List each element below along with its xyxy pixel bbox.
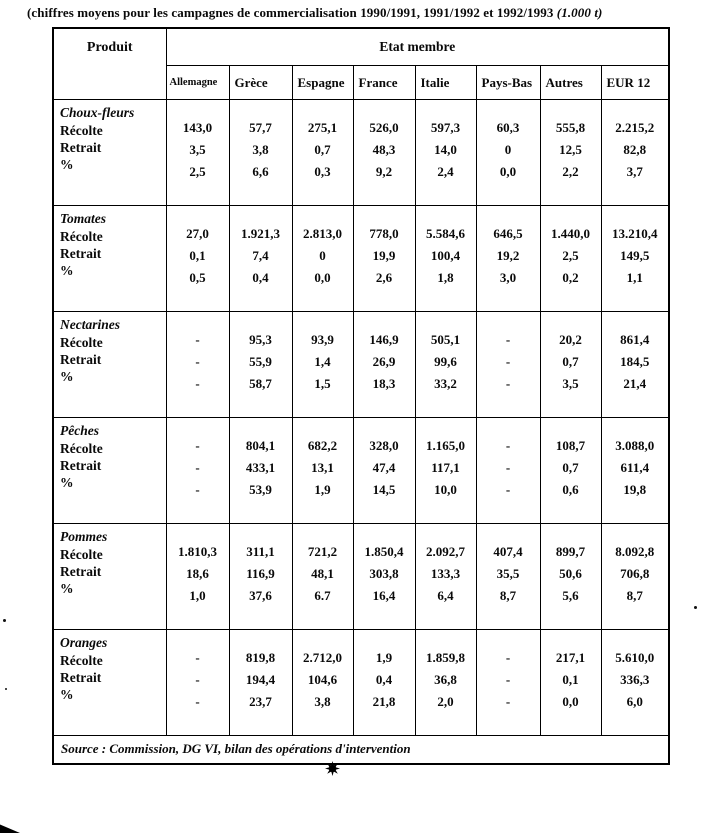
data-cell-p-ches-gr-ce <box>229 418 292 524</box>
value-recolte: 13.210,4 <box>612 226 658 241</box>
col-header-italie: Italie <box>415 66 476 100</box>
value-pct: 53,9 <box>249 482 272 497</box>
value-pct: 8,7 <box>499 588 517 603</box>
data-cell-p-ches-italie <box>415 418 476 524</box>
value-retrait: 149,5 <box>620 248 650 263</box>
value-pct: 0,4 <box>252 270 269 285</box>
value-recolte: 407,4 <box>493 544 523 559</box>
data-cell-tomates-france <box>353 206 415 312</box>
data-cell-nectarines-italie <box>415 312 476 418</box>
value-retrait: 12,5 <box>559 142 582 157</box>
value-retrait: 7,4 <box>252 248 269 263</box>
row-label: Récolte <box>60 441 103 456</box>
value-retrait: 303,8 <box>369 566 399 581</box>
col-header-france: France <box>353 66 415 100</box>
data-cell-pommes-france <box>353 524 415 630</box>
value-retrait: 47,4 <box>372 460 396 475</box>
product-name: Pêches <box>60 423 99 438</box>
value-retrait: 35,5 <box>496 566 520 581</box>
value-recolte: 2.813,0 <box>303 226 342 241</box>
data-cell-tomates-eur-12 <box>601 206 669 312</box>
value-recolte: 108,7 <box>555 438 586 453</box>
data-cell-tomates-italie <box>415 206 476 312</box>
product-block-nectarines <box>53 312 669 418</box>
value-recolte: 555,8 <box>555 120 586 135</box>
value-pct: - <box>505 694 511 709</box>
value-pct: 23,7 <box>249 694 272 709</box>
value-recolte: - <box>505 332 511 347</box>
data-cell-nectarines-france <box>353 312 415 418</box>
value-pct: 2,2 <box>562 164 579 179</box>
value-retrait: 48,1 <box>311 566 334 581</box>
value-retrait: - <box>195 672 200 687</box>
value-pct: 0,2 <box>562 270 579 285</box>
value-pct: 3,0 <box>499 270 517 285</box>
value-retrait: 1,4 <box>314 354 331 369</box>
source-row <box>53 736 669 765</box>
value-retrait: 104,6 <box>307 672 338 687</box>
value-recolte: 8.092,8 <box>615 544 655 559</box>
row-label: % <box>60 687 74 702</box>
product-name: Oranges <box>60 635 108 650</box>
value-pct: 0,3 <box>314 164 331 179</box>
value-retrait: 336,3 <box>620 672 650 687</box>
value-retrait: 706,8 <box>620 566 650 581</box>
row-label: % <box>60 475 74 490</box>
value-pct: 6,4 <box>437 588 454 603</box>
row-label: Récolte <box>60 653 103 668</box>
value-recolte: 526,0 <box>369 120 399 135</box>
value-recolte: 861,4 <box>620 332 650 347</box>
value-pct: 1,1 <box>626 270 643 285</box>
value-pct: 58,7 <box>249 376 272 391</box>
data-cell-pommes-pays-bas <box>476 524 540 630</box>
product-label-cell <box>53 100 166 206</box>
value-pct: 2,4 <box>437 164 454 179</box>
data-cell-p-ches-allemagne <box>166 418 229 524</box>
value-retrait: - <box>195 354 200 369</box>
data-cell-nectarines-pays-bas <box>476 312 540 418</box>
title-unit: (1.000 t) <box>556 5 603 20</box>
data-cell-oranges-pays-bas <box>476 630 540 736</box>
data-cell-choux-fleurs-eur-12 <box>601 100 669 206</box>
data-cell-pommes-allemagne <box>166 524 229 630</box>
data-cell-oranges-espagne <box>292 630 353 736</box>
value-pct: 1,8 <box>437 270 454 285</box>
row-label: % <box>60 369 74 384</box>
value-recolte: 27,0 <box>186 226 209 241</box>
product-label-cell <box>53 206 166 312</box>
value-pct: - <box>195 694 200 709</box>
product-name: Choux-fleurs <box>60 105 135 120</box>
value-pct: - <box>195 376 200 391</box>
value-retrait: 0,4 <box>375 672 393 687</box>
value-retrait: 36,8 <box>434 672 457 687</box>
value-retrait: 50,6 <box>559 566 582 581</box>
value-retrait: 611,4 <box>620 460 650 475</box>
product-block-p-ches <box>53 418 669 524</box>
data-cell-p-ches-pays-bas <box>476 418 540 524</box>
row-label: Retrait <box>60 140 102 155</box>
data-cell-p-ches-autres <box>540 418 601 524</box>
value-retrait: 133,3 <box>430 566 461 581</box>
value-retrait: - <box>195 460 200 475</box>
value-recolte: 505,1 <box>430 332 461 347</box>
col-header-pays-bas: Pays-Bas <box>476 66 540 100</box>
data-cell-pommes-espagne <box>292 524 353 630</box>
value-recolte: - <box>195 650 200 665</box>
title-text: (chiffres moyens pour les campagnes de commercialisation 1990/1991, 1991/1992 et 1992/1993 <box>27 5 554 20</box>
row-label: Récolte <box>60 335 103 350</box>
value-pct: 10,0 <box>434 482 457 497</box>
scan-speck <box>3 619 6 622</box>
row-label: % <box>60 581 74 596</box>
row-label: Retrait <box>60 352 102 367</box>
data-cell-tomates-allemagne <box>166 206 229 312</box>
data-cell-oranges-autres <box>540 630 601 736</box>
value-pct: 2,6 <box>375 270 393 285</box>
value-recolte: 1.921,3 <box>241 226 280 241</box>
value-retrait: 0,1 <box>189 248 206 263</box>
col-header-allemagne: Allemagne <box>166 66 229 100</box>
col-header-autres: Autres <box>540 66 601 100</box>
product-label-cell <box>53 630 166 736</box>
value-pct: 8,7 <box>626 588 643 603</box>
value-retrait: 194,4 <box>245 672 276 687</box>
value-retrait: - <box>505 672 511 687</box>
row-label: Récolte <box>60 547 103 562</box>
value-retrait: 26,9 <box>372 354 396 369</box>
value-pct: 3,8 <box>314 694 331 709</box>
value-recolte: 2.215,2 <box>615 120 655 135</box>
value-pct: 6,6 <box>252 164 269 179</box>
value-pct: 37,6 <box>249 588 272 603</box>
value-pct: 33,2 <box>434 376 457 391</box>
value-recolte: 328,0 <box>369 438 399 453</box>
value-retrait: 116,9 <box>246 566 275 581</box>
value-recolte: 93,9 <box>311 332 334 347</box>
value-pct: - <box>195 482 200 497</box>
value-recolte: 597,3 <box>430 120 461 135</box>
data-cell-choux-fleurs-gr-ce <box>229 100 292 206</box>
product-name: Nectarines <box>60 317 120 332</box>
value-retrait: 19,2 <box>496 248 520 263</box>
value-retrait: 0 <box>319 248 326 263</box>
value-recolte: 778,0 <box>369 226 399 241</box>
value-pct: 21,4 <box>623 376 647 391</box>
value-recolte: 1.440,0 <box>551 226 590 241</box>
value-retrait: 14,0 <box>434 142 457 157</box>
value-retrait: 0,1 <box>562 672 579 687</box>
value-retrait: 82,8 <box>623 142 647 157</box>
value-recolte: 682,2 <box>307 438 338 453</box>
value-recolte: 2.712,0 <box>303 650 342 665</box>
data-cell-tomates-pays-bas <box>476 206 540 312</box>
group-header-row <box>53 28 669 66</box>
value-pct: 1,5 <box>314 376 331 391</box>
data-cell-choux-fleurs-pays-bas <box>476 100 540 206</box>
value-retrait: 184,5 <box>620 354 650 369</box>
data-cell-oranges-france <box>353 630 415 736</box>
value-recolte: 20,2 <box>559 332 582 347</box>
data-cell-choux-fleurs-france <box>353 100 415 206</box>
data-cell-pommes-gr-ce <box>229 524 292 630</box>
product-block-oranges <box>53 630 669 736</box>
data-cell-pommes-autres <box>540 524 601 630</box>
row-label: Retrait <box>60 246 102 261</box>
row-label: % <box>60 263 74 278</box>
row-label: Récolte <box>60 229 103 244</box>
value-pct: 0,0 <box>314 270 331 285</box>
product-block-choux-fleurs <box>53 100 669 206</box>
data-cell-nectarines-espagne <box>292 312 353 418</box>
product-label-cell <box>53 312 166 418</box>
value-pct: 19,8 <box>623 482 647 497</box>
value-retrait: 0,7 <box>314 142 331 157</box>
value-retrait: 0,7 <box>562 354 579 369</box>
value-pct: - <box>505 376 511 391</box>
data-cell-choux-fleurs-italie <box>415 100 476 206</box>
product-block-pommes <box>53 524 669 630</box>
col-header-espagne: Espagne <box>292 66 353 100</box>
data-cell-oranges-eur-12 <box>601 630 669 736</box>
group-header-etat-membre: Etat membre <box>166 28 669 66</box>
data-cell-tomates-gr-ce <box>229 206 292 312</box>
data-cell-p-ches-eur-12 <box>601 418 669 524</box>
data-cell-p-ches-espagne <box>292 418 353 524</box>
data-table <box>52 27 670 765</box>
value-retrait: 55,9 <box>249 354 272 369</box>
corner-header-produit: Produit <box>53 28 166 100</box>
value-pct: 1,9 <box>314 482 331 497</box>
value-pct: 0,0 <box>499 164 517 179</box>
scan-artifact <box>0 823 20 833</box>
row-label: Retrait <box>60 564 102 579</box>
value-recolte: 5.584,6 <box>426 226 465 241</box>
value-pct: 6.7 <box>314 588 331 603</box>
value-pct: 2,0 <box>437 694 454 709</box>
value-pct: 6,0 <box>626 694 643 709</box>
value-recolte: 1.850,4 <box>364 544 404 559</box>
value-recolte: 1,9 <box>375 650 393 665</box>
value-recolte: 1.859,8 <box>426 650 465 665</box>
value-retrait: 2,5 <box>562 248 579 263</box>
value-recolte: 2.092,7 <box>426 544 465 559</box>
value-retrait: 0,7 <box>562 460 579 475</box>
data-cell-pommes-italie <box>415 524 476 630</box>
data-cell-nectarines-autres <box>540 312 601 418</box>
table-body <box>53 100 669 736</box>
value-retrait: 48,3 <box>372 142 396 157</box>
value-recolte: 721,2 <box>307 544 338 559</box>
value-recolte: 57,7 <box>249 120 272 135</box>
col-header-eur-12: EUR 12 <box>601 66 669 100</box>
row-label: Retrait <box>60 458 102 473</box>
product-block-tomates <box>53 206 669 312</box>
value-retrait: 13,1 <box>311 460 334 475</box>
value-pct: 5,6 <box>562 588 579 603</box>
value-pct: 0,6 <box>562 482 579 497</box>
value-pct: 16,4 <box>372 588 396 603</box>
value-recolte: 217,1 <box>555 650 586 665</box>
product-label-cell <box>53 418 166 524</box>
data-cell-choux-fleurs-allemagne <box>166 100 229 206</box>
asterisk-star-icon <box>325 761 340 776</box>
value-recolte: 1.165,0 <box>426 438 465 453</box>
document-title <box>27 5 602 21</box>
value-recolte: 275,1 <box>307 120 338 135</box>
value-retrait: 433,1 <box>245 460 276 475</box>
value-retrait: 19,9 <box>372 248 396 263</box>
value-recolte: 5.610,0 <box>615 650 655 665</box>
value-retrait: - <box>505 354 511 369</box>
scan-speck <box>5 688 7 690</box>
value-recolte: 311,1 <box>246 544 275 559</box>
value-pct: 9,2 <box>375 164 393 179</box>
value-pct: 21,8 <box>372 694 396 709</box>
value-recolte: 60,3 <box>496 120 520 135</box>
value-pct: 14,5 <box>372 482 396 497</box>
value-pct: 3,7 <box>626 164 643 179</box>
product-label-cell <box>53 524 166 630</box>
value-recolte: 95,3 <box>249 332 272 347</box>
value-retrait: 3,8 <box>252 142 269 157</box>
value-retrait: 0 <box>504 142 512 157</box>
value-pct: 0,0 <box>562 694 579 709</box>
value-retrait: - <box>505 460 511 475</box>
row-label: % <box>60 157 74 172</box>
data-cell-choux-fleurs-autres <box>540 100 601 206</box>
data-cell-oranges-gr-ce <box>229 630 292 736</box>
value-recolte: 146,9 <box>369 332 399 347</box>
value-retrait: 99,6 <box>434 354 457 369</box>
data-cell-choux-fleurs-espagne <box>292 100 353 206</box>
value-recolte: 1.810,3 <box>178 544 217 559</box>
value-pct: - <box>505 482 511 497</box>
value-recolte: 899,7 <box>555 544 586 559</box>
value-recolte: 804,1 <box>245 438 276 453</box>
value-recolte: - <box>505 650 511 665</box>
value-recolte: 143,0 <box>182 120 213 135</box>
data-cell-tomates-espagne <box>292 206 353 312</box>
data-cell-pommes-eur-12 <box>601 524 669 630</box>
data-cell-oranges-allemagne <box>166 630 229 736</box>
value-recolte: 646,5 <box>493 226 523 241</box>
value-recolte: - <box>195 332 200 347</box>
value-retrait: 18,6 <box>186 566 209 581</box>
value-retrait: 117,1 <box>431 460 460 475</box>
product-name: Tomates <box>60 211 107 226</box>
value-recolte: - <box>505 438 511 453</box>
data-cell-nectarines-allemagne <box>166 312 229 418</box>
data-cell-p-ches-france <box>353 418 415 524</box>
value-pct: 3,5 <box>562 376 579 391</box>
value-pct: 1,0 <box>189 588 206 603</box>
data-cell-nectarines-eur-12 <box>601 312 669 418</box>
data-cell-oranges-italie <box>415 630 476 736</box>
data-cell-tomates-autres <box>540 206 601 312</box>
value-retrait: 100,4 <box>430 248 461 263</box>
value-pct: 0,5 <box>189 270 206 285</box>
data-cell-nectarines-gr-ce <box>229 312 292 418</box>
value-recolte: 819,8 <box>245 650 276 665</box>
value-recolte: 3.088,0 <box>615 438 655 453</box>
row-label: Récolte <box>60 123 103 138</box>
value-recolte: - <box>195 438 200 453</box>
col-header-gr-ce: Grèce <box>229 66 292 100</box>
value-retrait: 3,5 <box>189 142 206 157</box>
source-note: Source : Commission, DG VI, bilan des opérations d'intervention <box>53 736 669 765</box>
product-name: Pommes <box>60 529 108 544</box>
row-label: Retrait <box>60 670 102 685</box>
scan-speck <box>694 606 697 609</box>
value-pct: 2,5 <box>189 164 206 179</box>
value-pct: 18,3 <box>372 376 396 391</box>
